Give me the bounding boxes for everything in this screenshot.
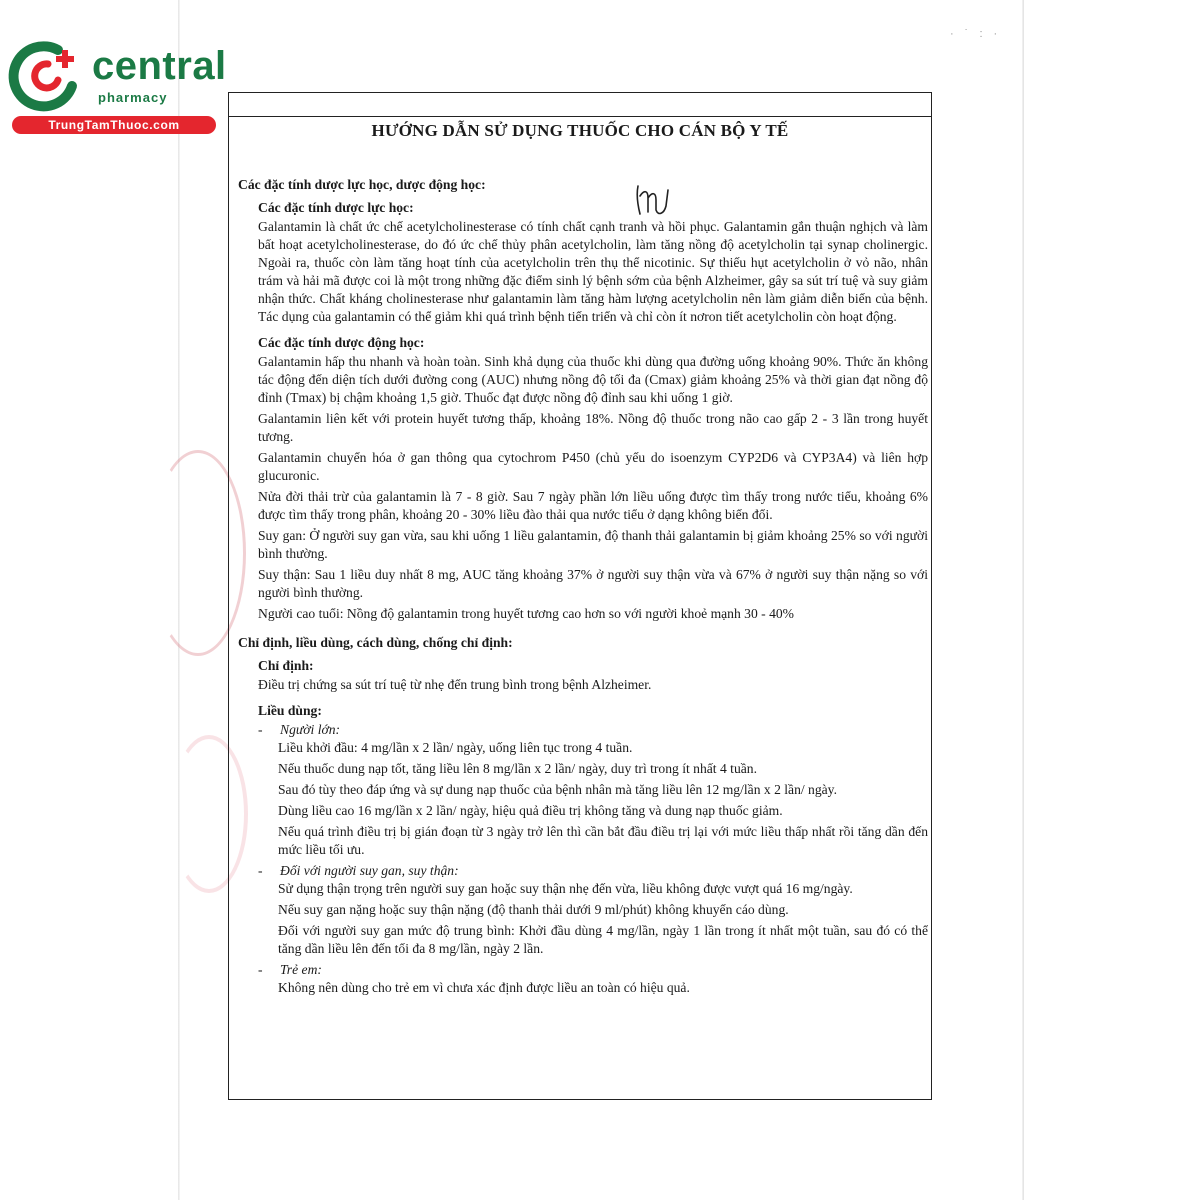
paper-edge-right [1022, 0, 1024, 1200]
indication-text: Điều trị chứng sa sút trí tuệ từ nhẹ đến trung bình trong bệnh Alzheimer. [258, 677, 652, 692]
scan-specks: · ˙ : · [950, 28, 1002, 40]
adult-dose-maintain: Sau đó tùy theo đáp ứng và sự dung nạp thuốc của bệnh nhân mà tăng liều lên 12 mg/lần x 2 lần/ ngày. [278, 782, 837, 797]
adult-dose-high: Dùng liều cao 16 mg/lần x 2 lần/ ngày, hiệu quả điều trị không tăng và dung nạp thuốc giảm. [278, 803, 783, 818]
impaired-dose-moderate: Đối với người suy gan mức độ trung bình: Khởi đầu dùng 4 mg/lần, ngày 1 lần trong ít nhất một tuần, sau đó có thể tăng dần liều lên đến tối đa 8 mg/lần, ngày 2 lần. [278, 923, 928, 956]
adult-label: Người lớn: [280, 722, 341, 737]
list-item: - Người lớn: [258, 722, 341, 737]
pk-renal-impairment: Suy thận: Sau 1 liều duy nhất 8 mg, AUC tăng khoảng 37% ở người suy thận vừa và 67% ở người suy thận nặng so với người bình thường. [258, 567, 928, 600]
adult-dose-increase: Nếu thuốc dung nạp tốt, tăng liều lên 8 mg/lần x 2 lần/ ngày, duy trì trong ít nhất 4 tuần. [278, 761, 757, 776]
subheading-indication: Chỉ định: [258, 658, 314, 673]
pk-protein-binding: Galantamin liên kết với protein huyết tương thấp, khoảng 18%. Nồng độ thuốc trong não cao gấp 2 - 3 lần trong huyết tương. [258, 411, 928, 444]
section-heading-indications: Chỉ định, liều dùng, cách dùng, chống chỉ định: [238, 635, 513, 650]
section-heading-pharmacology: Các đặc tính dược lực học, dược động học: [238, 177, 486, 192]
document-title: HƯỚNG DẪN SỬ DỤNG THUỐC CHO CÁN BỘ Y TẾ [371, 121, 789, 140]
logo-site-link[interactable]: TrungTamThuoc.com [12, 116, 216, 134]
impaired-dose-severe: Nếu suy gan nặng hoặc suy thận nặng (độ thanh thải dưới 9 ml/phút) không khuyến cáo dùng. [278, 902, 789, 917]
adult-dose-interrupted: Nếu quá trình điều trị bị gián đoạn từ 3 ngày trở lên thì cần bắt đầu điều trị lại với mức liều thấp nhất rồi tăng dần đến mức liều tối ưu. [278, 824, 928, 857]
central-pharmacy-logo[interactable] [8, 36, 227, 136]
children-dose: Không nên dùng cho trẻ em vì chưa xác định được liều an toàn có hiệu quả. [278, 980, 690, 995]
subheading-pharmacokinetics: Các đặc tính dược động học: [258, 335, 425, 350]
pk-elimination: Nửa đời thải trừ của galantamin là 7 - 8 giờ. Sau 7 ngày phần lớn liều uống được tìm thấy trong nước tiểu, khoảng 6% được tìm thấy trong phân, khoảng 20 - 30% liều đào thải qua nước tiểu ở dạng không biến đổi. [258, 489, 928, 522]
logo-mark-icon [8, 36, 92, 116]
pharmacodynamics-text: Galantamin là chất ức chế acetylcholinesterase có tính chất cạnh tranh và hồi phục. Galantamin gắn thuận nghịch và làm bất hoạt acetylcholinesterase, do đó ức chế thủy phân acetylcholin, làm tăng nồng độ acetylcholin tại synap cholinergic. Ngoài ra, thuốc còn làm tăng hoạt tính của acetylcholin trên thụ thể nicotinic. Sự thiếu hụt acetylcholin ở vỏ não, nhân trám và hải mã được coi là một trong những đặc điểm sinh lý bệnh sớm của bệnh Alzheimer, gây sa sút trí tuệ và suy giảm nhận thức. Chất kháng cholinesterase như galantamin làm tăng hàm lượng acetylcholin nên làm giảm diễn biến của bệnh. Tác dụng của galantamin có thể giảm khi quá trình bệnh tiến triển và chỉ còn ít nơron tiết acetylcholin còn hoạt động. [258, 219, 928, 324]
logo-subtitle: pharmacy [98, 90, 168, 105]
pk-metabolism: Galantamin chuyển hóa ở gan thông qua cytochrom P450 (chủ yếu do isoenzym CYP2D6 và CYP3A4) và liên hợp glucuronic. [258, 450, 928, 483]
subheading-pharmacodynamics: Các đặc tính dược lực học: [258, 200, 414, 215]
logo-name: central [92, 44, 227, 88]
list-item: - Trẻ em: [258, 962, 322, 977]
subheading-dosage: Liều dùng: [258, 703, 322, 718]
impaired-dose-mild: Sử dụng thận trọng trên người suy gan hoặc suy thận nhẹ đến vừa, liều không được vượt quá 16 mg/ngày. [278, 881, 853, 896]
adult-dose-start: Liều khởi đầu: 4 mg/lần x 2 lần/ ngày, uống liên tục trong 4 tuần. [278, 740, 633, 755]
impaired-label: Đối với người suy gan, suy thận: [280, 863, 459, 878]
list-item: - Đối với người suy gan, suy thận: [258, 863, 459, 878]
pk-hepatic-impairment: Suy gan: Ở người suy gan vừa, sau khi uống 1 liều galantamin, độ thanh thải galantamin bị giảm khoảng 25% so với người bình thường. [258, 528, 928, 561]
pk-elderly: Người cao tuổi: Nồng độ galantamin trong huyết tương cao hơn so với người khoẻ mạnh 30 - 40% [258, 606, 795, 621]
pk-absorption: Galantamin hấp thu nhanh và hoàn toàn. Sinh khả dụng của thuốc khi dùng qua đường uống khoảng 90%. Thức ăn không tác động đến diện tích dưới đường cong (AUC) nhưng nồng độ tối đa (Cmax) giảm khoảng 25% và thời gian đạt nồng độ đỉnh (Tmax) bị chậm khoảng 1,5 giờ. Thuốc đạt được nồng độ đỉnh sau khi uống 1 giờ. [258, 354, 928, 405]
children-label: Trẻ em: [280, 962, 322, 977]
title-rule [228, 116, 932, 117]
document-body [238, 176, 928, 1000]
